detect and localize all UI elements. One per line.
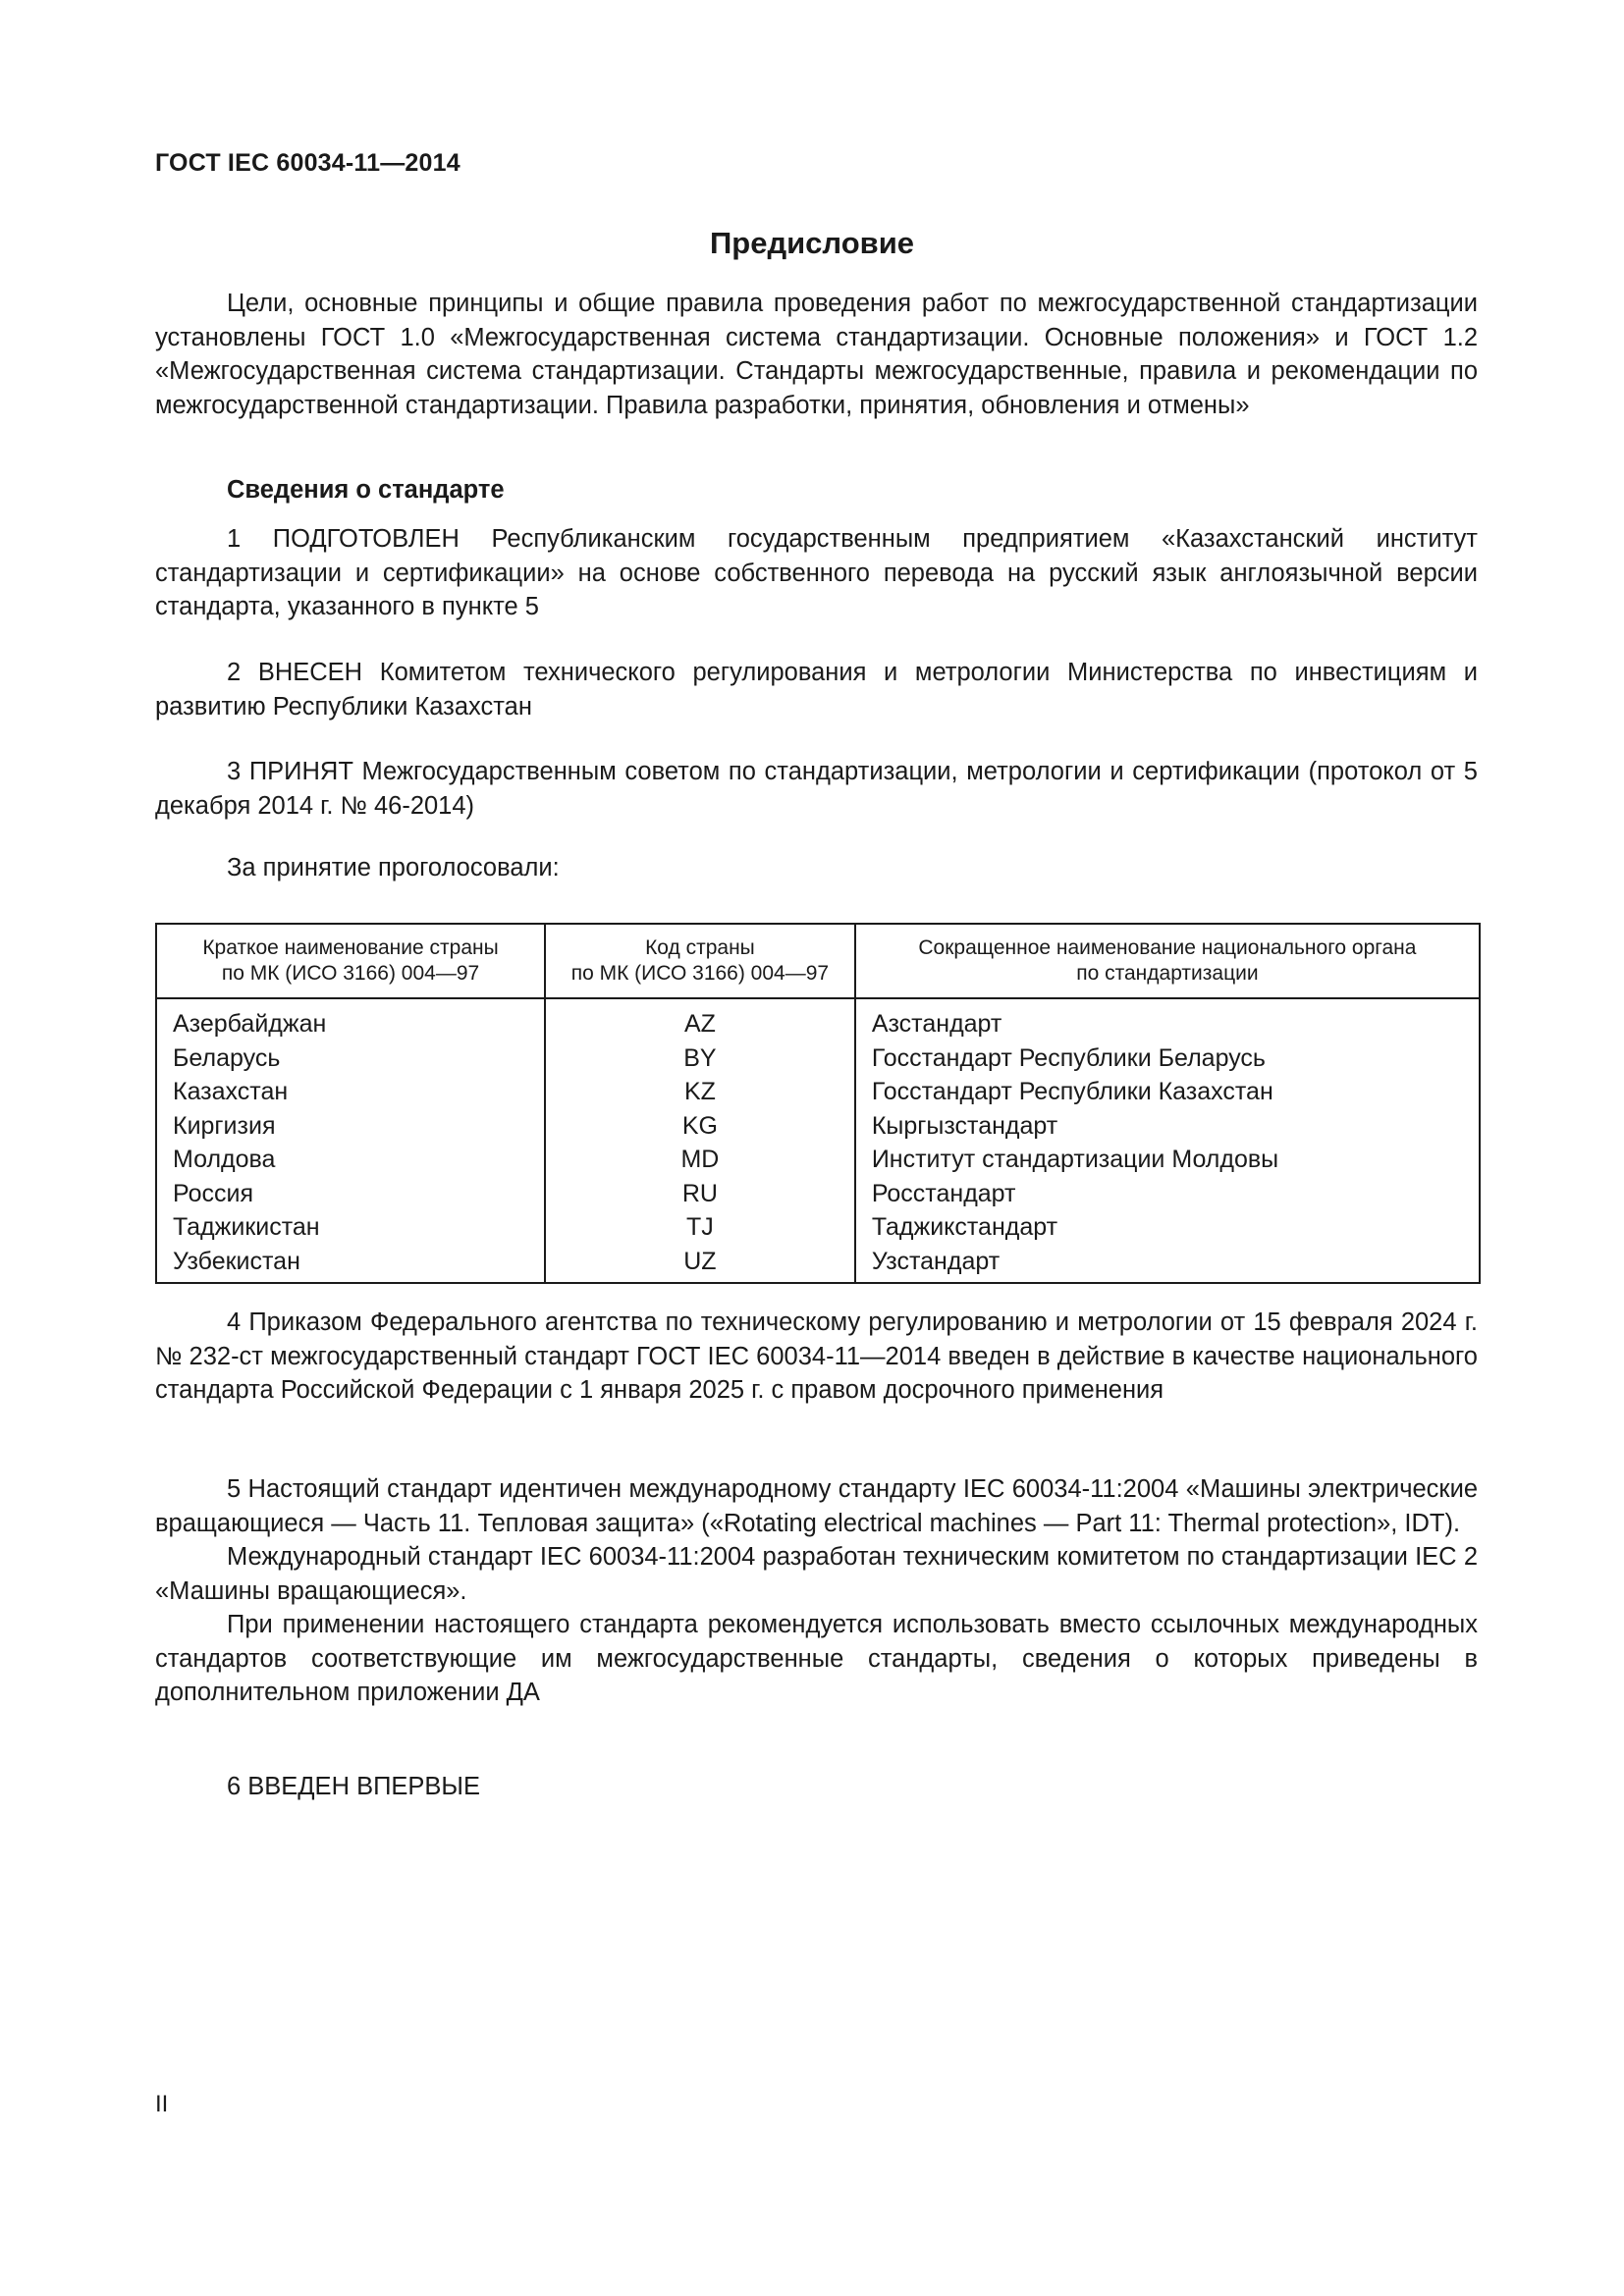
national-body: Таджикстандарт <box>871 1213 1058 1241</box>
national-body: Госстандарт Республики Казахстан <box>871 1078 1273 1105</box>
country-name: Молдова <box>173 1146 276 1173</box>
table-header-row <box>156 924 1480 998</box>
national-body: Узстандарт <box>871 1247 1001 1275</box>
item-1-paragraph: 1 ПОДГОТОВЛЕН Республиканским государственным предприятием «Казахстанский институт стандартизации и сертификации» на основе собственного перевода на русский язык англоязычной версии стандарта, указанного в пункте 5 <box>155 525 1478 620</box>
country-name: Беларусь <box>173 1043 281 1072</box>
country-names-column <box>156 998 545 1283</box>
page-number: II <box>155 2091 169 2117</box>
country-code: MD <box>680 1146 720 1173</box>
country-name: Таджикистан <box>173 1213 320 1241</box>
country-code: BY <box>683 1043 717 1072</box>
voting-countries-table <box>155 923 1481 1284</box>
item-4-paragraph: 4 Приказом Федерального агентства по техническому регулированию и метрологии от 15 февраля 2024 г. № 232-ст межгосударственный стандарт ГОСТ IEC 60034-11—2014 введен в действие в качестве национального стандарта Российской Федерации с 1 января 2025 г. с правом досрочного применения <box>155 1308 1478 1404</box>
page-title: Предисловие <box>709 226 914 260</box>
header-country-code: Код страны по МК (ИСО 3166) 004—97 <box>545 924 855 998</box>
country-code: RU <box>681 1179 718 1207</box>
country-codes-column <box>545 998 855 1283</box>
country-code: TJ <box>686 1213 714 1241</box>
country-name: Узбекистан <box>173 1247 300 1275</box>
country-code: KG <box>681 1111 718 1140</box>
country-code: UZ <box>683 1247 717 1275</box>
country-code: AZ <box>683 1010 716 1038</box>
national-body: Институт стандартизации Молдовы <box>871 1146 1279 1173</box>
national-bodies-column <box>855 998 1480 1283</box>
document-header: ГОСТ IEC 60034-11—2014 <box>155 149 460 177</box>
national-body: Росстандарт <box>871 1179 1016 1207</box>
header-country-name: Краткое наименование страны по МК (ИСО 3166) 004—97 <box>156 924 545 998</box>
country-name: Россия <box>173 1179 253 1207</box>
country-name: Киргизия <box>173 1111 276 1140</box>
header-national-body: Сокращенное наименование национального органа по стандартизации <box>855 924 1480 998</box>
country-name: Казахстан <box>173 1078 289 1105</box>
country-code: KZ <box>683 1078 716 1105</box>
section-subheading: Сведения о стандарте <box>227 476 505 504</box>
vote-intro: За принятие проголосовали: <box>227 854 560 881</box>
national-body: Азстандарт <box>871 1010 1002 1038</box>
item-5-paragraph: 5 Настоящий стандарт идентичен международному стандарту IEC 60034-11:2004 «Машины электрические вращающиеся — Часть 11. Тепловая защита» («Rotating electrical machines — Part 11: Thermal protection», IDT). Международный стандарт IEC 60034-11:2004 разработан техническим комитетом по стандартизации IEC 2 «Машины вращающиеся». При применении настоящего стандарта рекомендуется использовать вместо ссылочных международных стандартов соответствующие им межгосударственные стандарты, сведения о которых приведены в дополнительном приложении ДА <box>155 1475 1478 1706</box>
item-6-paragraph: 6 ВВЕДЕН ВПЕРВЫЕ <box>227 1773 481 1800</box>
national-body: Госстандарт Республики Беларусь <box>871 1043 1266 1072</box>
country-name: Азербайджан <box>173 1010 327 1038</box>
table-body-row <box>156 998 1480 1283</box>
intro-paragraph: Цели, основные принципы и общие правила проведения работ по межгосударственной стандартизации установлены ГОСТ 1.0 «Межгосударственная система стандартизации. Основные положения» и ГОСТ 1.2 «Межгосударственная система стандартизации. Стандарты межгосударственные, правила и рекомендации по межгосударственной стандартизации. Правила разработки, принятия, обновления и отмены» <box>155 290 1479 419</box>
item-2-paragraph: 2 ВНЕСЕН Комитетом технического регулирования и метрологии Министерства по инвестициям и развитию Республики Казахстан <box>155 659 1478 721</box>
national-body: Кыргызстандарт <box>871 1111 1058 1140</box>
item-3-paragraph: 3 ПРИНЯТ Межгосударственным советом по стандартизации, метрологии и сертификации (протокол от 5 декабря 2014 г. № 46-2014) <box>155 758 1478 820</box>
